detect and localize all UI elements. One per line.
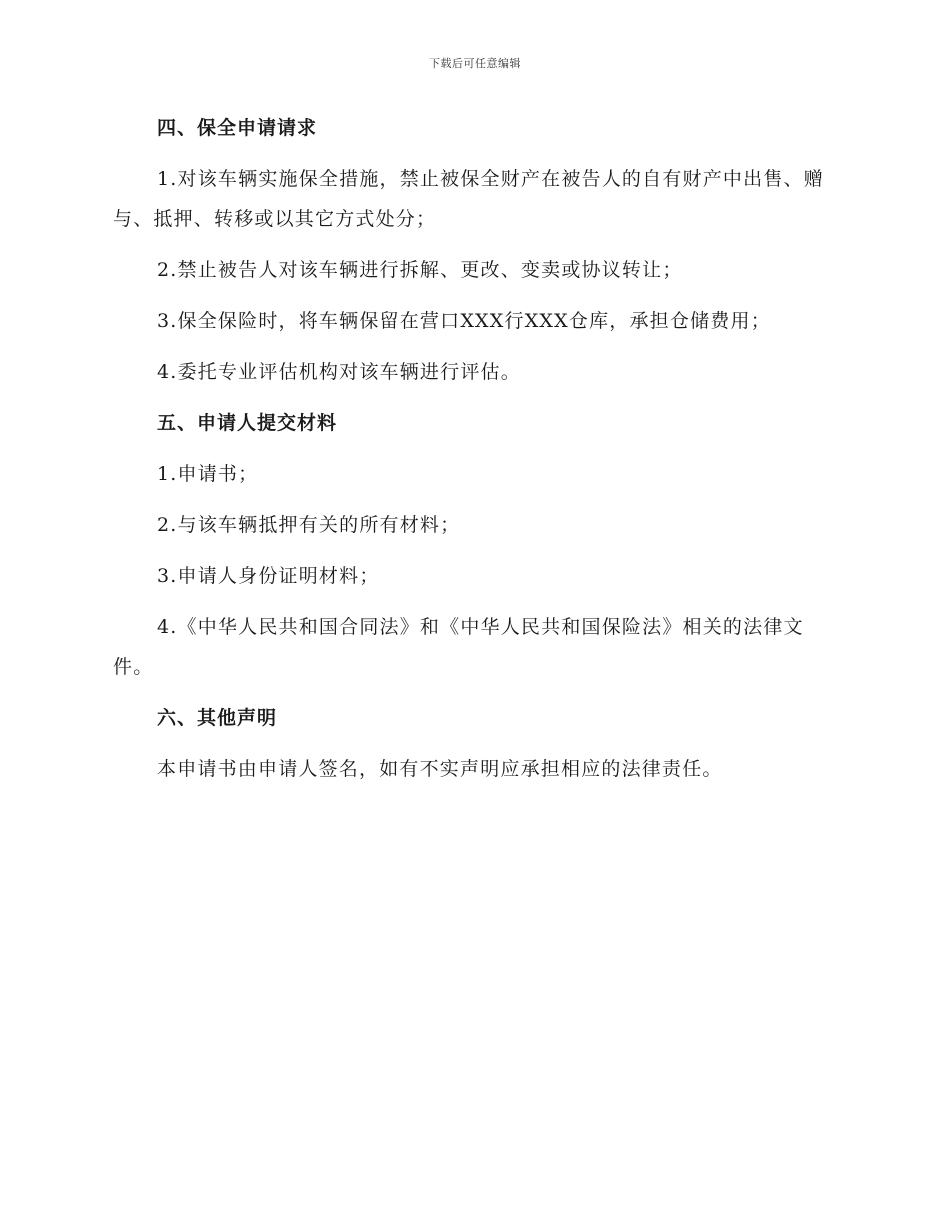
paragraph: 3.保全保险时，将车辆保留在营口XXX行XXX仓库，承担仓储费用； — [157, 310, 771, 332]
paragraph: 4.委托专业评估机构对该车辆进行评估。 — [157, 361, 521, 383]
document-body — [113, 108, 825, 800]
section-submitted-materials — [113, 403, 825, 687]
paragraph: 1.申请书； — [157, 463, 259, 485]
section-heading: 六、其他声明 — [157, 707, 278, 729]
paragraph: 2.与该车辆抵押有关的所有材料； — [157, 514, 461, 536]
section-heading: 四、保全申请请求 — [157, 117, 318, 139]
page-header: 下载后可任意编辑 — [429, 57, 521, 70]
paragraph: 3.申请人身份证明材料； — [157, 565, 380, 587]
paragraph: 4.《中华人民共和国合同法》和《中华人民共和国保险法》相关的法律文件。 — [113, 616, 804, 678]
section-heading: 五、申请人提交材料 — [157, 412, 338, 434]
section-other-statements — [113, 698, 825, 789]
paragraph: 本申请书由申请人签名，如有不实声明应承担相应的法律责任。 — [157, 758, 723, 780]
paragraph: 2.禁止被告人对该车辆进行拆解、更改、变卖或协议转让； — [157, 259, 683, 281]
paragraph: 1.对该车辆实施保全措施，禁止被保全财产在被告人的自有财产中出售、赠与、抵押、转移或以其它方式处分； — [113, 168, 824, 230]
section-preservation-requests — [113, 108, 825, 392]
